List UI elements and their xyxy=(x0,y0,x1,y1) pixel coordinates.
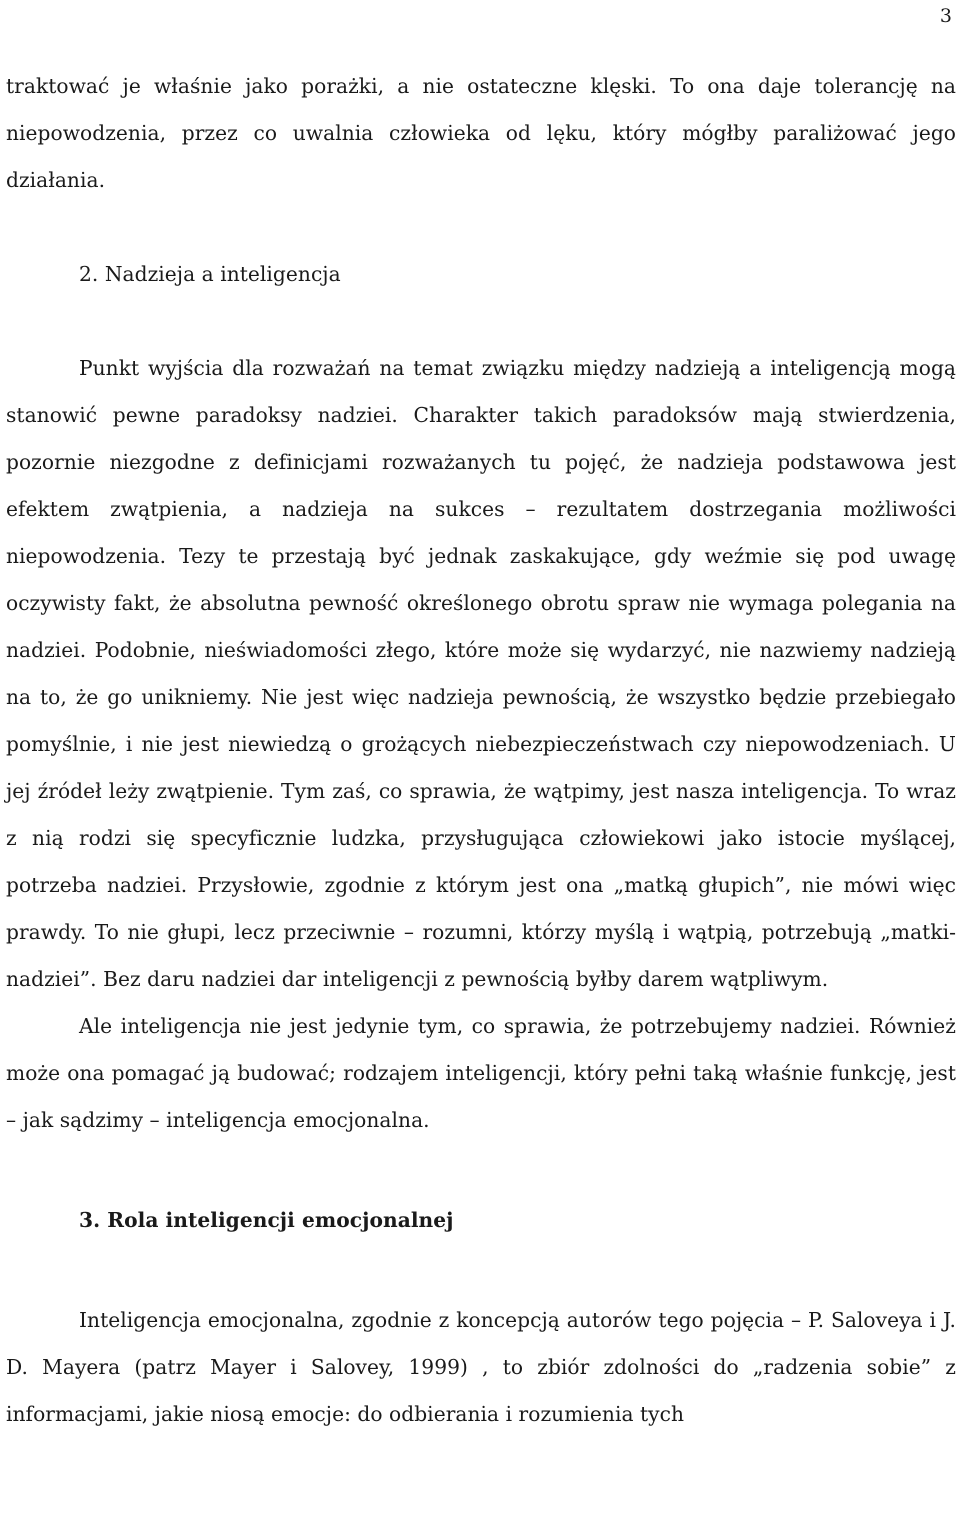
paragraph-emotional-intelligence: Ale inteligencja nie jest jedynie tym, co sprawia, że potrzebujemy nadziei. Również może ona pomagać ją budować; rodzajem inteligencji, który pełni taką właśnie funkcję, jest – jak sądzimy – inteligencja emocjonalna. xyxy=(6,1014,956,1132)
paragraph-continuation: traktować je właśnie jako porażki, a nie ostateczne klęski. To ona daje tolerancję na niepowodzenia, przez co uwalnia człowieka od lęku, który mógłby paraliżować jego działania. xyxy=(6,74,956,192)
section-heading-3: 3. Rola inteligencji emocjonalnej xyxy=(79,1208,454,1232)
spacer xyxy=(6,298,956,345)
paragraph-definition: Inteligencja emocjonalna, zgodnie z koncepcją autorów tego pojęcia – P. Saloveya i J. D. Mayera (patrz Mayer i Salovey, 1999) , to zbiór zdolności do „radzenia sobie” z informacjami, jakie niosą emocje: do odbierania i rozumienia tych xyxy=(6,1308,956,1426)
page-number: 3 xyxy=(939,5,952,27)
paragraph-paradoxes: Punkt wyjścia dla rozważań na temat związku między nadzieją a inteligencją mogą stanowić pewne paradoksy nadziei. Charakter takich paradoksów mają stwierdzenia, pozornie niezgodne z definicjami rozważanych tu pojęć, że nadzieja podstawowa jest efektem zwątpienia, a nadzieja na sukces – rezultatem dostrzegania możliwości niepowodzenia. Tezy te przestają być jednak zaskakujące, gdy weźmie się pod uwagę oczywisty fakt, że absolutna pewność określonego obrotu spraw nie wymaga polegania na nadziei. Podobnie, nieświadomości złego, które może się wydarzyć, nie nazwiemy nadzieją na to, że go unikniemy. Nie jest więc nadzieja pewnością, że wszystko będzie przebiegało pomyślnie, i nie jest niewiedzą o grożących niebezpieczeństwach czy niepowodzeniach. U jej źródeł leży zwątpienie. Tym zaś, co sprawia, że wątpimy, jest nasza inteligencja. To wraz z nią rodzi się specyficznie ludzka, przysługująca człowiekowi jako istocie myślącej, potrzeba nadziei. Przysłowie, zgodnie z którym jest ona „matką głupich”, nie mówi więc prawdy. To nie głupi, lecz przeciwnie – rozumni, którzy myślą i wątpią, potrzebują „matki-nadziei”. Bez daru nadziei dar inteligencji z pewnością byłby darem wątpliwym. xyxy=(6,356,956,991)
section-heading-2: 2. Nadzieja a inteligencja xyxy=(79,262,341,286)
spacer xyxy=(6,204,956,251)
spacer xyxy=(6,1144,956,1197)
document-body xyxy=(6,63,956,1438)
spacer xyxy=(6,1244,956,1297)
